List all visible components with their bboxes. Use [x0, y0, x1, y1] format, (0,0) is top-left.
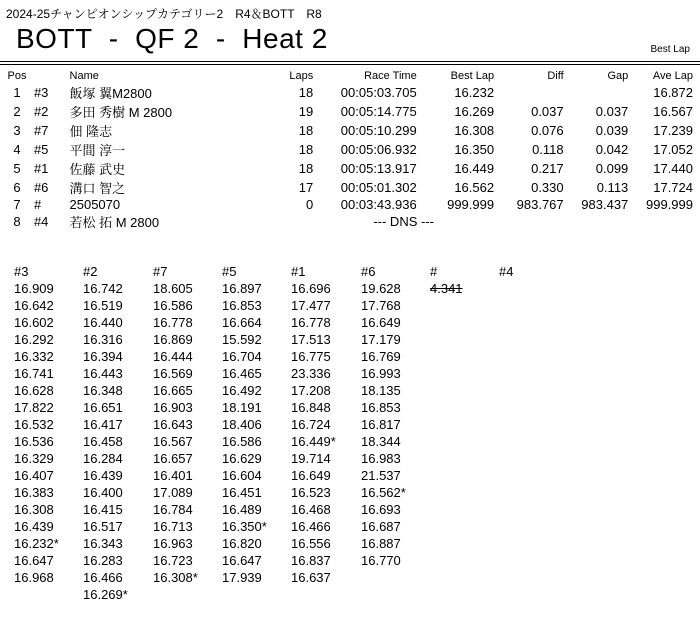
lap-time: 4.341	[430, 281, 463, 296]
result-pos: 3	[13, 123, 21, 138]
lap-time: 16.407	[14, 468, 54, 483]
result-name: 2505070	[69, 197, 121, 212]
lap-column	[291, 263, 357, 586]
result-ave-lap: 17.440	[653, 161, 693, 176]
lap-time: 16.343	[83, 536, 123, 551]
result-row	[6, 102, 693, 121]
lap-time: 16.968	[14, 570, 54, 585]
lap-time: 16.723	[153, 553, 193, 568]
lap-time: 18.135	[361, 383, 401, 398]
col-best-lap: Best Lap	[450, 70, 495, 82]
lap-time: 16.628	[14, 383, 54, 398]
lap-time: 16.269*	[83, 587, 128, 602]
result-gap: 0.113	[596, 180, 629, 195]
lap-time: 16.468	[291, 502, 331, 517]
lap-time: 16.651	[83, 400, 123, 415]
lap-time: 16.687	[361, 519, 401, 534]
result-diff: 0.217	[531, 161, 564, 176]
lap-time: 19.628	[361, 281, 401, 296]
lap-time: 16.458	[83, 434, 123, 449]
lap-time: 16.292	[14, 332, 54, 347]
result-laps: 19	[298, 104, 314, 119]
results-header-row	[6, 69, 693, 83]
lap-column-header: #6	[361, 264, 376, 279]
lap-time: 18.344	[361, 434, 401, 449]
result-diff: 0.076	[531, 123, 564, 138]
lap-time: 16.629	[222, 451, 262, 466]
lap-time: 17.208	[291, 383, 331, 398]
lap-column-header: #3	[14, 264, 29, 279]
lap-time: 16.400	[83, 485, 123, 500]
result-ave-lap: 16.567	[653, 104, 693, 119]
lap-time: 16.443	[83, 366, 123, 381]
lap-time: 16.602	[14, 315, 54, 330]
result-diff: 0.118	[532, 142, 564, 157]
lap-time: 18.191	[222, 400, 262, 415]
result-best-lap: 16.562	[454, 180, 495, 195]
lap-time: 16.401	[153, 468, 193, 483]
result-pos: 7	[13, 197, 21, 212]
result-gap	[564, 212, 629, 231]
result-ave-lap: 16.872	[653, 85, 693, 100]
results-table	[6, 69, 693, 231]
lap-time: 16.993	[361, 366, 401, 381]
lap-column-header: #7	[153, 264, 168, 279]
result-race-time: 00:03:43.936	[340, 197, 417, 212]
lap-time: 16.642	[14, 298, 54, 313]
lap-time: 16.664	[222, 315, 262, 330]
lap-time: 16.693	[361, 502, 401, 517]
lap-time: 16.817	[361, 417, 401, 432]
result-race-time: 00:05:01.302	[340, 180, 417, 195]
result-number: #	[33, 197, 42, 212]
lap-time: 16.284	[83, 451, 123, 466]
result-number: #1	[33, 161, 49, 176]
result-row-dns	[6, 212, 693, 231]
result-gap: 0.039	[595, 123, 629, 138]
lap-time: 16.769	[361, 349, 401, 364]
lap-time: 16.770	[361, 553, 401, 568]
result-gap: 0.037	[595, 104, 629, 119]
result-row	[6, 178, 693, 197]
lap-time: 16.649	[361, 315, 401, 330]
lap-time: 16.569	[153, 366, 193, 381]
result-name: 溝口 智之	[69, 181, 126, 196]
result-race-time: 00:05:14.775	[340, 104, 417, 119]
lap-time: 16.517	[83, 519, 123, 534]
lap-time: 16.837	[291, 553, 331, 568]
lap-time: 16.316	[83, 332, 123, 347]
lap-time: 16.665	[153, 383, 193, 398]
result-laps: 18	[298, 142, 314, 157]
event-subtitle: 2024-25チャンピオンシップカテゴリー2 R4＆BOTT R8	[6, 7, 322, 21]
result-diff: 983.767	[516, 197, 564, 212]
lap-time: 16.466	[83, 570, 123, 585]
lap-time: 16.232*	[14, 536, 59, 551]
lap-time: 16.532	[14, 417, 54, 432]
results-body	[6, 83, 693, 231]
lap-time: 16.853	[361, 400, 401, 415]
lap-time: 16.567	[153, 434, 193, 449]
lap-time: 16.647	[222, 553, 262, 568]
lap-time: 16.523	[291, 485, 331, 500]
result-number: #5	[33, 142, 49, 157]
result-pos: 6	[13, 180, 21, 195]
result-laps: 0	[306, 197, 314, 212]
result-laps	[264, 212, 314, 231]
lap-time: 19.714	[291, 451, 331, 466]
col-diff: Diff	[547, 70, 564, 82]
lap-time: 16.848	[291, 400, 331, 415]
lap-time: 16.444	[153, 349, 193, 364]
lap-time: 16.643	[153, 417, 193, 432]
result-name: 多田 秀樹 M 2800	[69, 105, 173, 120]
result-laps: 18	[298, 123, 314, 138]
lap-time: 17.822	[14, 400, 54, 415]
lap-time: 17.089	[153, 485, 193, 500]
result-number: #2	[33, 104, 49, 119]
lap-time: 16.820	[222, 536, 262, 551]
result-diff	[494, 212, 564, 231]
result-gap: 983.437	[581, 197, 629, 212]
result-diff	[494, 83, 564, 102]
result-race-time: 00:05:03.705	[340, 85, 417, 100]
lap-time: 16.741	[14, 366, 54, 381]
lap-time: 16.647	[14, 553, 54, 568]
lap-time: 16.963	[153, 536, 193, 551]
lap-time: 21.537	[361, 468, 401, 483]
lap-time: 16.983	[361, 451, 401, 466]
lap-time: 17.513	[291, 332, 331, 347]
result-laps: 18	[298, 161, 314, 176]
lap-time: 16.649	[291, 468, 331, 483]
result-row	[6, 121, 693, 140]
lap-time: 18.605	[153, 281, 193, 296]
lap-time: 16.466	[291, 519, 331, 534]
lap-column-header: #	[430, 264, 438, 279]
lap-column	[14, 263, 80, 586]
result-row	[6, 83, 693, 102]
lap-time: 16.657	[153, 451, 193, 466]
lap-time: 16.853	[222, 298, 262, 313]
lap-time: 16.637	[291, 570, 331, 585]
lap-column	[499, 263, 565, 280]
lap-time: 16.909	[14, 281, 54, 296]
lap-time: 16.742	[83, 281, 123, 296]
lap-time: 16.415	[83, 502, 123, 517]
result-ave-lap: 17.239	[653, 123, 693, 138]
lap-time: 16.536	[14, 434, 54, 449]
divider-top	[0, 61, 700, 62]
lap-time: 23.336	[291, 366, 331, 381]
lap-time: 16.329	[14, 451, 54, 466]
result-diff: 0.330	[531, 180, 564, 195]
result-gap	[564, 83, 629, 102]
lap-time: 16.519	[83, 298, 123, 313]
lap-time: 16.887	[361, 536, 401, 551]
col-gap: Gap	[607, 70, 629, 82]
result-name: 佃 隆志	[69, 124, 113, 139]
lap-time: 16.696	[291, 281, 331, 296]
divider-bottom	[0, 64, 700, 65]
result-ave-lap	[628, 212, 693, 231]
lap-time: 16.451	[222, 485, 262, 500]
result-ave-lap: 999.999	[646, 197, 693, 212]
lap-time: 17.179	[361, 332, 401, 347]
lap-time: 17.477	[291, 298, 331, 313]
col-pos: Pos	[7, 70, 27, 82]
result-race-time: 00:05:06.932	[340, 142, 417, 157]
result-gap: 0.099	[595, 161, 629, 176]
result-name: 飯塚 翼M2800	[69, 86, 152, 101]
lap-time: 16.492	[222, 383, 262, 398]
result-name: 平間 淳一	[69, 143, 126, 158]
result-number: #3	[33, 85, 49, 100]
lap-time: 16.283	[83, 553, 123, 568]
lap-time: 15.592	[222, 332, 262, 347]
lap-time: 16.562*	[361, 485, 406, 500]
lap-column	[430, 263, 496, 297]
lap-time: 16.350*	[222, 519, 267, 534]
lap-time: 16.332	[14, 349, 54, 364]
col-race-time: Race Time	[364, 70, 417, 82]
result-pos: 1	[13, 85, 21, 100]
result-row	[6, 159, 693, 178]
result-best-lap: 16.449	[454, 161, 495, 176]
result-race-time: 00:05:10.299	[340, 123, 417, 138]
lap-column	[153, 263, 219, 586]
lap-time: 16.778	[291, 315, 331, 330]
result-best-lap: 16.269	[454, 104, 495, 119]
col-number	[28, 69, 70, 83]
result-best-lap: 16.350	[454, 142, 495, 157]
lap-column-header: #2	[83, 264, 98, 279]
lap-column-header: #5	[222, 264, 237, 279]
lap-time: 16.449*	[291, 434, 336, 449]
result-gap: 0.042	[595, 142, 629, 157]
result-pos: 5	[13, 161, 21, 176]
result-best-lap: 16.308	[454, 123, 495, 138]
result-best-lap: 16.232	[454, 85, 495, 100]
lap-time: 16.308*	[153, 570, 198, 585]
result-pos: 8	[13, 214, 21, 229]
result-laps: 17	[298, 180, 314, 195]
lap-column	[361, 263, 427, 569]
lap-time: 16.383	[14, 485, 54, 500]
lap-column	[222, 263, 288, 586]
result-number: #7	[33, 123, 49, 138]
dns-status: --- DNS ---	[373, 214, 434, 229]
col-name: Name	[69, 70, 99, 82]
col-laps: Laps	[289, 70, 314, 82]
result-row	[6, 140, 693, 159]
lap-time: 16.869	[153, 332, 193, 347]
result-number: #6	[33, 180, 49, 195]
lap-time: 16.724	[291, 417, 331, 432]
lap-time: 16.556	[291, 536, 331, 551]
lap-time: 16.778	[153, 315, 193, 330]
result-row	[6, 197, 693, 212]
lap-time: 18.406	[222, 417, 262, 432]
result-race-time: 00:05:13.917	[340, 161, 417, 176]
result-ave-lap: 17.052	[653, 142, 693, 157]
result-ave-lap: 17.724	[653, 180, 693, 195]
lap-time: 16.417	[83, 417, 123, 432]
result-best-lap: 999.999	[447, 197, 495, 212]
lap-time: 16.604	[222, 468, 262, 483]
result-name: 佐藤 武史	[69, 162, 126, 177]
lap-column-header: #4	[499, 264, 514, 279]
lap-column	[83, 263, 149, 603]
lap-time: 16.586	[222, 434, 262, 449]
lap-time: 16.903	[153, 400, 193, 415]
result-diff: 0.037	[531, 104, 564, 119]
sort-label: Best Lap	[650, 44, 690, 55]
lap-time: 16.775	[291, 349, 331, 364]
result-laps: 18	[298, 85, 314, 100]
lap-time: 16.439	[83, 468, 123, 483]
page-title: BOTT - QF 2 - Heat 2	[16, 23, 328, 54]
lap-time: 16.308	[14, 502, 54, 517]
lap-time: 16.348	[83, 383, 123, 398]
lap-time: 16.586	[153, 298, 193, 313]
result-number: #4	[33, 214, 49, 229]
lap-time: 17.939	[222, 570, 262, 585]
lap-time: 16.704	[222, 349, 262, 364]
lap-time: 16.439	[14, 519, 54, 534]
lap-time: 16.489	[222, 502, 262, 517]
lap-time: 16.440	[83, 315, 123, 330]
lap-time: 17.768	[361, 298, 401, 313]
result-pos: 4	[13, 142, 21, 157]
lap-time: 16.465	[222, 366, 262, 381]
lap-column-header: #1	[291, 264, 306, 279]
lap-time: 16.784	[153, 502, 193, 517]
lap-time: 16.394	[83, 349, 123, 364]
result-pos: 2	[13, 104, 21, 119]
lap-time: 16.897	[222, 281, 262, 296]
result-name: 若松 拓 M 2800	[69, 215, 160, 230]
lap-time: 16.713	[153, 519, 193, 534]
col-ave-lap: Ave Lap	[652, 70, 693, 82]
